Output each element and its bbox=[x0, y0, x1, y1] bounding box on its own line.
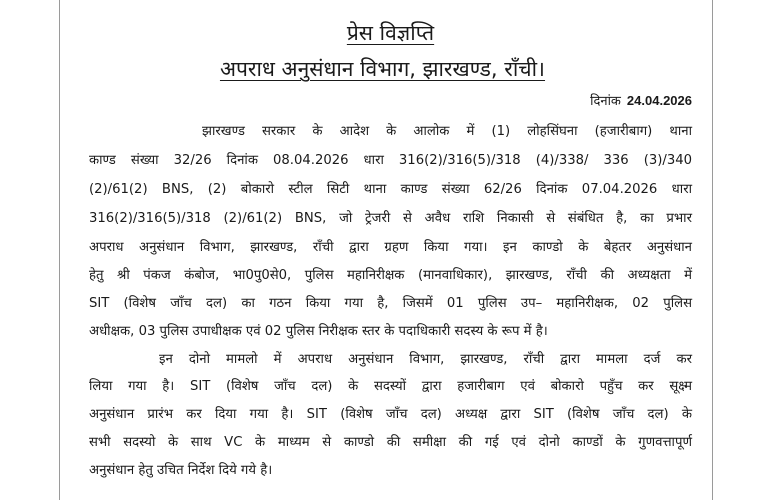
text-line: झारखण्ड सरकार के आदेश के आलोक में (1) लोहसिंघना (हजारीबाग) थाना bbox=[202, 124, 692, 139]
text-line: अधीक्षक, 03 पुलिस उपाधीक्षक एवं 02 पुलिस निरीक्षक स्तर के पदाधिकारी सदस्य के रूप में है। bbox=[89, 324, 548, 339]
text-line: इन दोनो मामलो में अपराध अनुसंधान विभाग, झारखण्ड, राँची द्वारा मामला दर्ज कर bbox=[159, 352, 692, 367]
date-value: 24.04.2026 bbox=[626, 93, 692, 108]
text-line: SIT (विशेष जाँच दल) का गठन किया गया है, जिसमें 01 पुलिस उप– महानिरीक्षक, 02 पुलिस bbox=[89, 296, 692, 311]
text-line: अपराध अनुसंधान विभाग, झारखण्ड, राँची द्वारा ग्रहण किया गया। इन काण्डो के बेहतर अनुसंधान bbox=[89, 240, 692, 255]
text-line: सभी सदस्यो के साथ VC के माध्यम से काण्डो की समीक्षा की गई एवं दोनो काण्डों के गुणवत्तापूर्ण bbox=[89, 435, 692, 450]
press-release-title bbox=[8, 20, 765, 46]
date-line bbox=[590, 92, 692, 111]
text-line: लिया गया है। SIT (विशेष जाँच दल) के सदस्यों द्वारा हजारीबाग एवं बोकारो पहुँच कर सूक्ष्म bbox=[89, 379, 692, 394]
text-line: हेतु श्री पंकज कंबोज, भा0पु0से0, पुलिस महानिरीक्षक (मानवाधिकार), झारखण्ड, राँची की अध्यक्षता में bbox=[89, 268, 692, 283]
text-line: अनुसंधान प्रारंभ कर दिया गया है। SIT (विशेष जाँच दल) अध्यक्ष द्वारा SIT (विशेष जाँच दल) के bbox=[89, 407, 692, 422]
text-line: 316(2)/316(5)/318 (2)/61(2) BNS, जो ट्रेजरी से अवैध राशि निकासी से संबंधित है, का प्रभार bbox=[89, 211, 692, 226]
department-heading-text: अपराध अनुसंधान विभाग, झारखण्ड, राँची। bbox=[219, 57, 546, 81]
press-release-title-text: प्रेस विज्ञप्ति bbox=[346, 21, 435, 45]
text-line: काण्ड संख्या 32/26 दिनांक 08.04.2026 धारा 316(2)/316(5)/318 (4)/338/ 336 (3)/340 bbox=[89, 153, 692, 168]
text-line: (2)/61(2) BNS, (2) बोकारो स्टील सिटी थाना काण्ड संख्या 62/26 दिनांक 07.04.2026 धारा bbox=[89, 182, 692, 197]
text-line: अनुसंधान हेतु उचित निर्देश दिये गये है। bbox=[89, 463, 273, 478]
department-heading bbox=[0, 56, 765, 82]
date-label: दिनांक bbox=[590, 94, 621, 109]
